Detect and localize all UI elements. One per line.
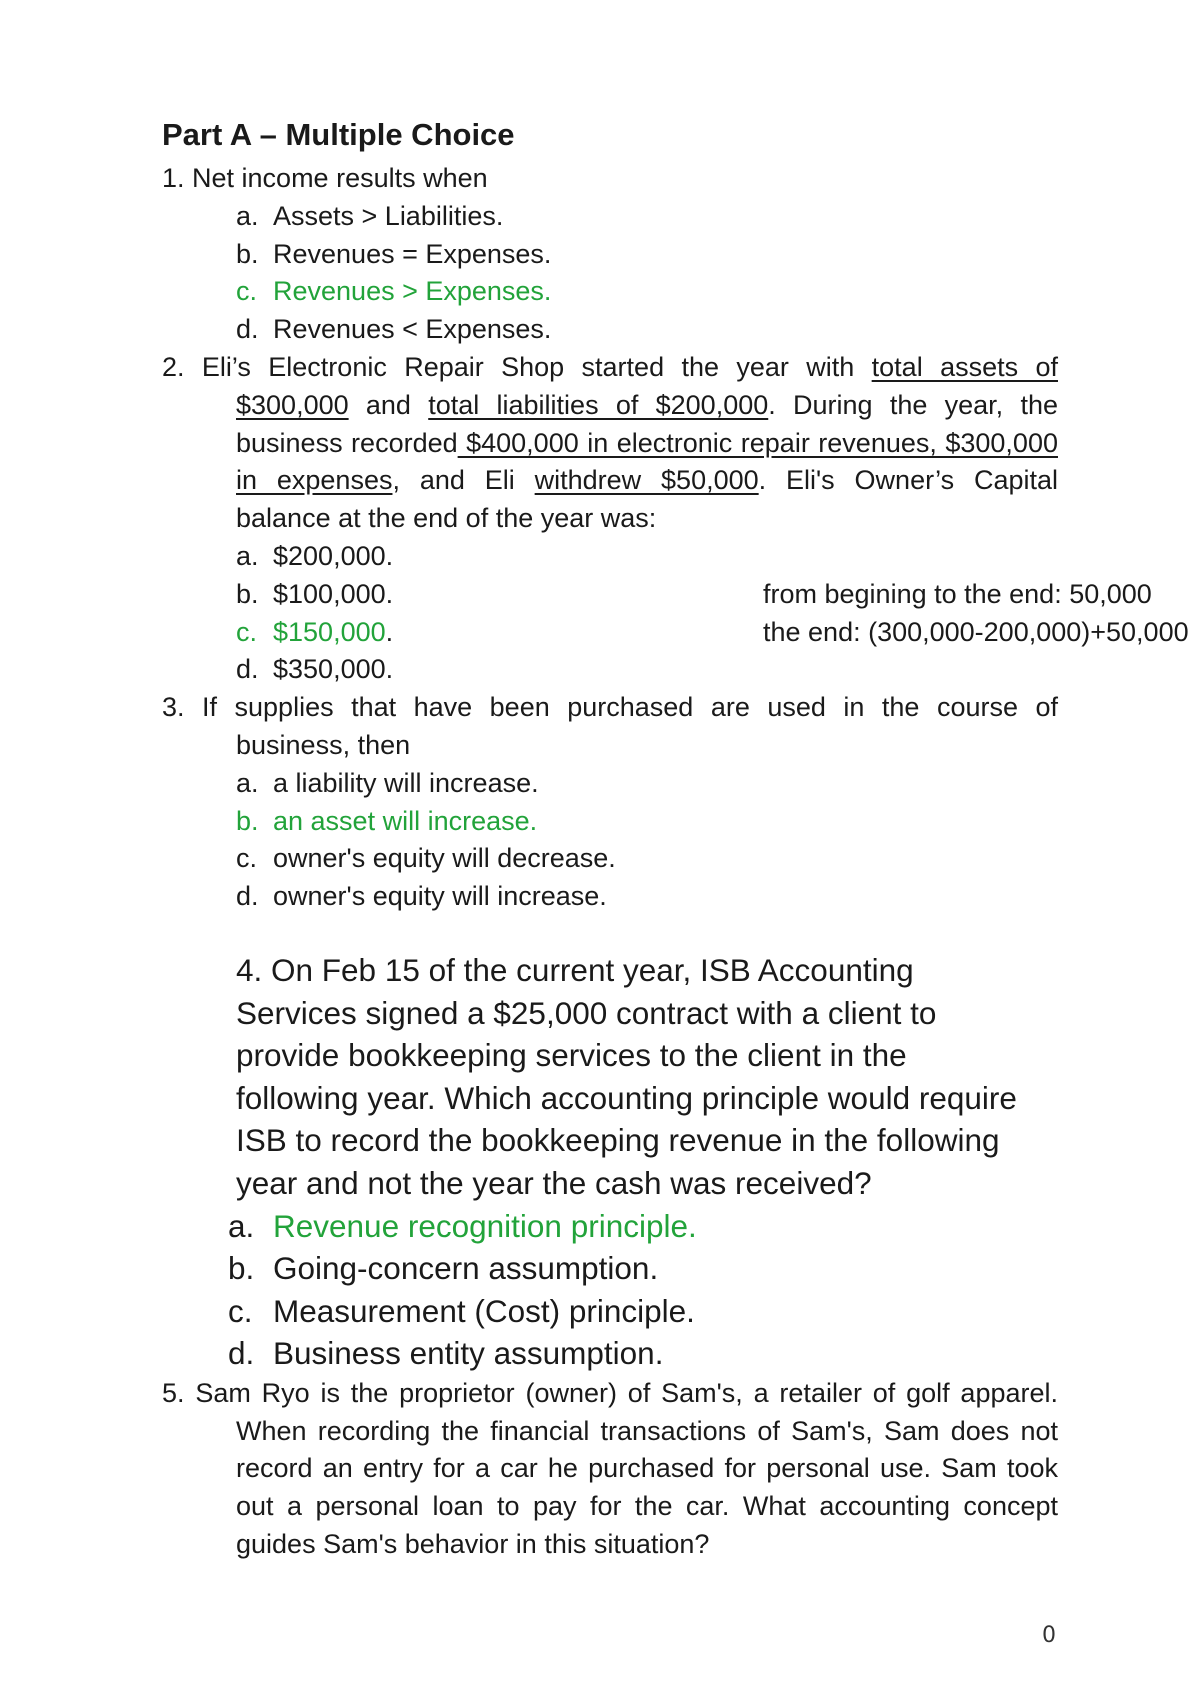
underlined-revenues-expenses: $400,000 in electronic repair revenues, $300,000 in expenses [236, 427, 1058, 496]
question-3-option-c: c. owner's equity will decrease. [236, 843, 616, 874]
question-4-stem: 4. On Feb 15 of the current year, ISB Accounting Services signed a $25,000 contract with a client to provide bookkeeping services to the client in the following year. Which accounting principle would require ISB to record the bookkeeping revenue in the following year and not the year the cash was received? [236, 951, 1017, 1201]
question-2-option-b: b. $100,000. from begining to the end: 50,000 [162, 576, 1058, 614]
question-4-option-b: b. Going-concern assumption. [228, 1250, 659, 1287]
question-2-stem: 2. Eli’s Electronic Repair Shop started the year with total assets of $300,000 and total liabilities of $200,000. During the year, the business recorded $400,000 in electronic repair revenues, $300,000 in expenses, and Eli withdrew $50,000. Eli's Owner’s Capital balance at the end of the year was: [162, 351, 1059, 534]
underlined-total-liabilities: total liabilities of $200,000 [428, 389, 769, 420]
question-4-option-c: c. Measurement (Cost) principle. [228, 1292, 695, 1329]
page-number: 0 [1042, 1623, 1056, 1648]
question-2-option-c-answer: c. $150,000. the end: (300,000-200,000)+50,000 [162, 614, 1058, 652]
question-2-option-a: a. $200,000. [236, 540, 394, 571]
annotation-note-2: the end: (300,000-200,000)+50,000 [763, 616, 1189, 647]
underlined-withdrawal: withdrew $50,000 [534, 465, 759, 496]
question-5-stem: 5. Sam Ryo is the proprietor (owner) of Sam's, a retailer of golf apparel. When recording the financial transactions of Sam's, Sam does not record an entry for a car he purchased for personal use. Sam took out a personal loan to pay for the car. What accounting concept guides Sam's behavior in this situation? [162, 1377, 1058, 1560]
underlined-total-assets: total assets of $300,000 [236, 351, 1058, 420]
question-3-option-d: d. owner's equity will increase. [236, 881, 607, 912]
question-1-option-c-answer: c. Revenues > Expenses. [236, 276, 552, 307]
question-1-option-a: a. Assets > Liabilities. [236, 200, 504, 231]
question-4-option-a-answer: a. Revenue recognition principle. [228, 1207, 697, 1244]
question-2 [162, 349, 1189, 689]
annotation-note-1: from begining to the end: 50,000 [763, 578, 1152, 609]
question-3-option-b-answer: b. an asset will increase. [236, 805, 538, 836]
question-3 [162, 689, 1058, 916]
question-1-option-d: d. Revenues < Expenses. [236, 314, 552, 345]
question-4 [162, 949, 1058, 1375]
question-1 [162, 160, 1058, 349]
question-3-stem: 3. If supplies that have been purchased are used in the course of business, then [162, 692, 1058, 760]
question-2-option-d: d. $350,000. [236, 654, 394, 685]
question-4-option-d: d. Business entity assumption. [228, 1335, 664, 1372]
question-1-option-b: b. Revenues = Expenses. [236, 238, 552, 269]
document-body [162, 110, 1189, 1564]
question-3-option-a: a. a liability will increase. [236, 767, 539, 798]
section-title: Part A – Multiple Choice [162, 117, 515, 152]
question-5 [162, 1375, 1058, 1564]
question-1-stem: 1. Net income results when [162, 163, 488, 193]
